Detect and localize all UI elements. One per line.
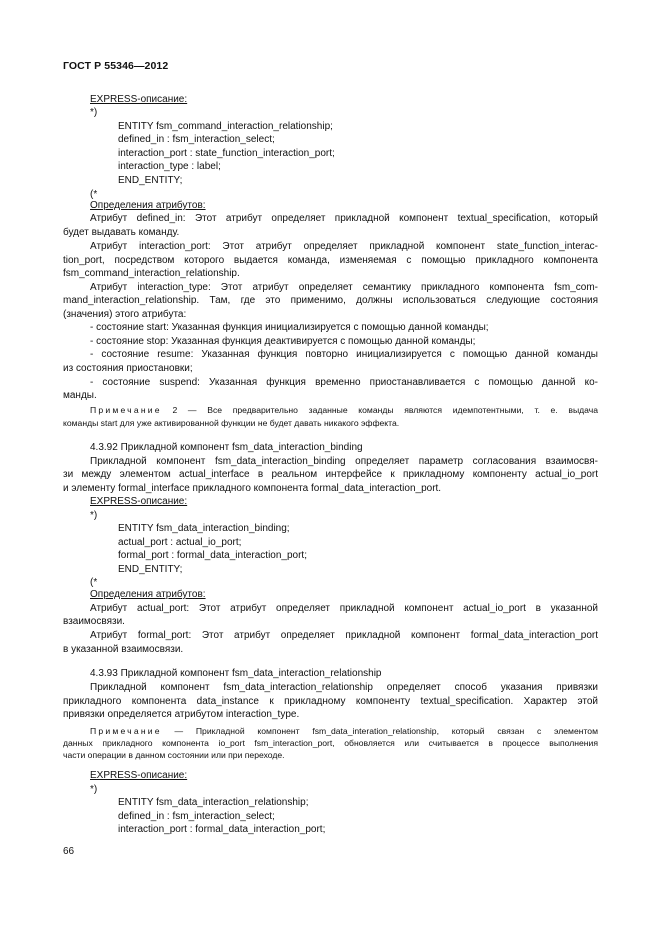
paragraph-line: зи между элементом actual_interface в реальном интерфейсе к прикладному компоненту actual_io_port (63, 469, 598, 480)
code-line: defined_in : fsm_interaction_select; (118, 134, 275, 145)
paragraph-line: Атрибут formal_port: Этот атрибут определяет прикладной компонент formal_data_interaction_port (90, 630, 598, 641)
paragraph-line: Прикладной компонент fsm_data_interaction_binding определяет параметр согласования взаимосвя- (90, 456, 598, 467)
paragraph-line: Атрибут actual_port: Этот атрибут определяет прикладной компонент actual_io_port в указанной (90, 603, 598, 614)
list-item: манды. (63, 390, 97, 401)
list-item: - состояние resume: Указанная функция повторно инициализируется с помощью данной команды (90, 349, 598, 360)
express-label: EXPRESS-описание: (90, 770, 188, 781)
express-open: *) (90, 107, 98, 118)
note (90, 405, 598, 416)
paragraph-line: Атрибут interaction_type: Этот атрибут определяет семантику прикладного компонента fsm_com- (90, 282, 598, 293)
note (90, 726, 598, 737)
note-line: данных прикладного компонента io_port fsm_interaction_port, обновляется или считывается в процессе выполнения (63, 738, 598, 748)
paragraph-line: Прикладной компонент fsm_data_interaction_relationship определяет способ указания привязки (90, 682, 598, 693)
code-line: formal_port : formal_data_interaction_port; (118, 550, 307, 561)
note-text: 2 — Все предварительно заданные команды являются идемпотентными, т. е. выдача (161, 405, 598, 415)
paragraph-line: прикладного компонента data_instance к прикладному компоненту textual_specification. Характер этой (63, 696, 598, 707)
code-line: interaction_type : label; (118, 161, 221, 172)
note-line: части операции в данном состоянии или при переходе. (63, 750, 285, 760)
section-heading: 4.3.92 Прикладной компонент fsm_data_interaction_binding (90, 442, 363, 453)
paragraph-line: и элементу formal_interface прикладного компонента formal_data_interaction_port. (63, 483, 442, 494)
paragraph-line: fsm_command_interaction_relationship. (63, 268, 240, 279)
paragraph-line: привязки определяется атрибутом interaction_type. (63, 709, 300, 720)
definitions-label: Определения атрибутов: (90, 589, 206, 600)
note-text: — Прикладной компонент fsm_data_interation_relationship, который связан с элементом (161, 726, 598, 736)
list-item: - состояние suspend: Указанная функция временно приостанавливается с помощью данной ко- (90, 377, 598, 388)
paragraph-line: Атрибут defined_in: Этот атрибут определяет прикладной компонент textual_specification, который (90, 213, 598, 224)
code-line: ENTITY fsm_command_interaction_relationship; (118, 121, 333, 132)
note-label: Примечание (90, 405, 162, 415)
code-line: actual_port : actual_io_port; (118, 537, 242, 548)
section-heading: 4.3.93 Прикладной компонент fsm_data_interaction_relationship (90, 668, 382, 679)
express-open: *) (90, 510, 98, 521)
code-line: interaction_port : formal_data_interaction_port; (118, 824, 326, 835)
express-close: (* (90, 189, 98, 200)
list-item: - состояние start: Указанная функция инициализируется с помощью данной команды; (90, 322, 489, 333)
note-label: Примечание (90, 726, 162, 736)
page-number: 66 (63, 846, 75, 857)
code-line: defined_in : fsm_interaction_select; (118, 811, 275, 822)
code-line: END_ENTITY; (118, 175, 183, 186)
paragraph-line: взаимосвязи. (63, 616, 125, 627)
paragraph-line: Атрибут interaction_port: Этот атрибут определяет прикладной компонент state_function_interac- (90, 241, 598, 252)
express-open: *) (90, 784, 98, 795)
code-line: ENTITY fsm_data_interaction_binding; (118, 523, 290, 534)
paragraph-line: будет выдавать команду. (63, 227, 180, 238)
note-line: команды start для уже активированной функции не будет давать никакого эффекта. (63, 418, 400, 428)
express-label: EXPRESS-описание: (90, 496, 188, 507)
list-item: из состояния приостановки; (63, 363, 193, 374)
definitions-label: Определения атрибутов: (90, 200, 206, 211)
code-line: ENTITY fsm_data_interaction_relationship; (118, 797, 309, 808)
code-line: END_ENTITY; (118, 564, 183, 575)
express-close: (* (90, 577, 98, 588)
paragraph-line: tion_port, посредством которого выдается команда, изменяемая с помощью прикладного компонента (63, 255, 598, 266)
paragraph-line: mand_interaction_relationship. Там, где это применимо, должны использоваться следующие состояния (63, 295, 598, 306)
paragraph-line: (значения) этого атрибута: (63, 309, 187, 320)
list-item: - состояние stop: Указанная функция деактивируется с помощью данной команды; (90, 336, 476, 347)
express-label: EXPRESS-описание: (90, 94, 188, 105)
code-line: interaction_port : state_function_interaction_port; (118, 148, 335, 159)
document-header: ГОСТ Р 55346—2012 (63, 60, 169, 72)
paragraph-line: в указанной взаимосвязи. (63, 644, 184, 655)
